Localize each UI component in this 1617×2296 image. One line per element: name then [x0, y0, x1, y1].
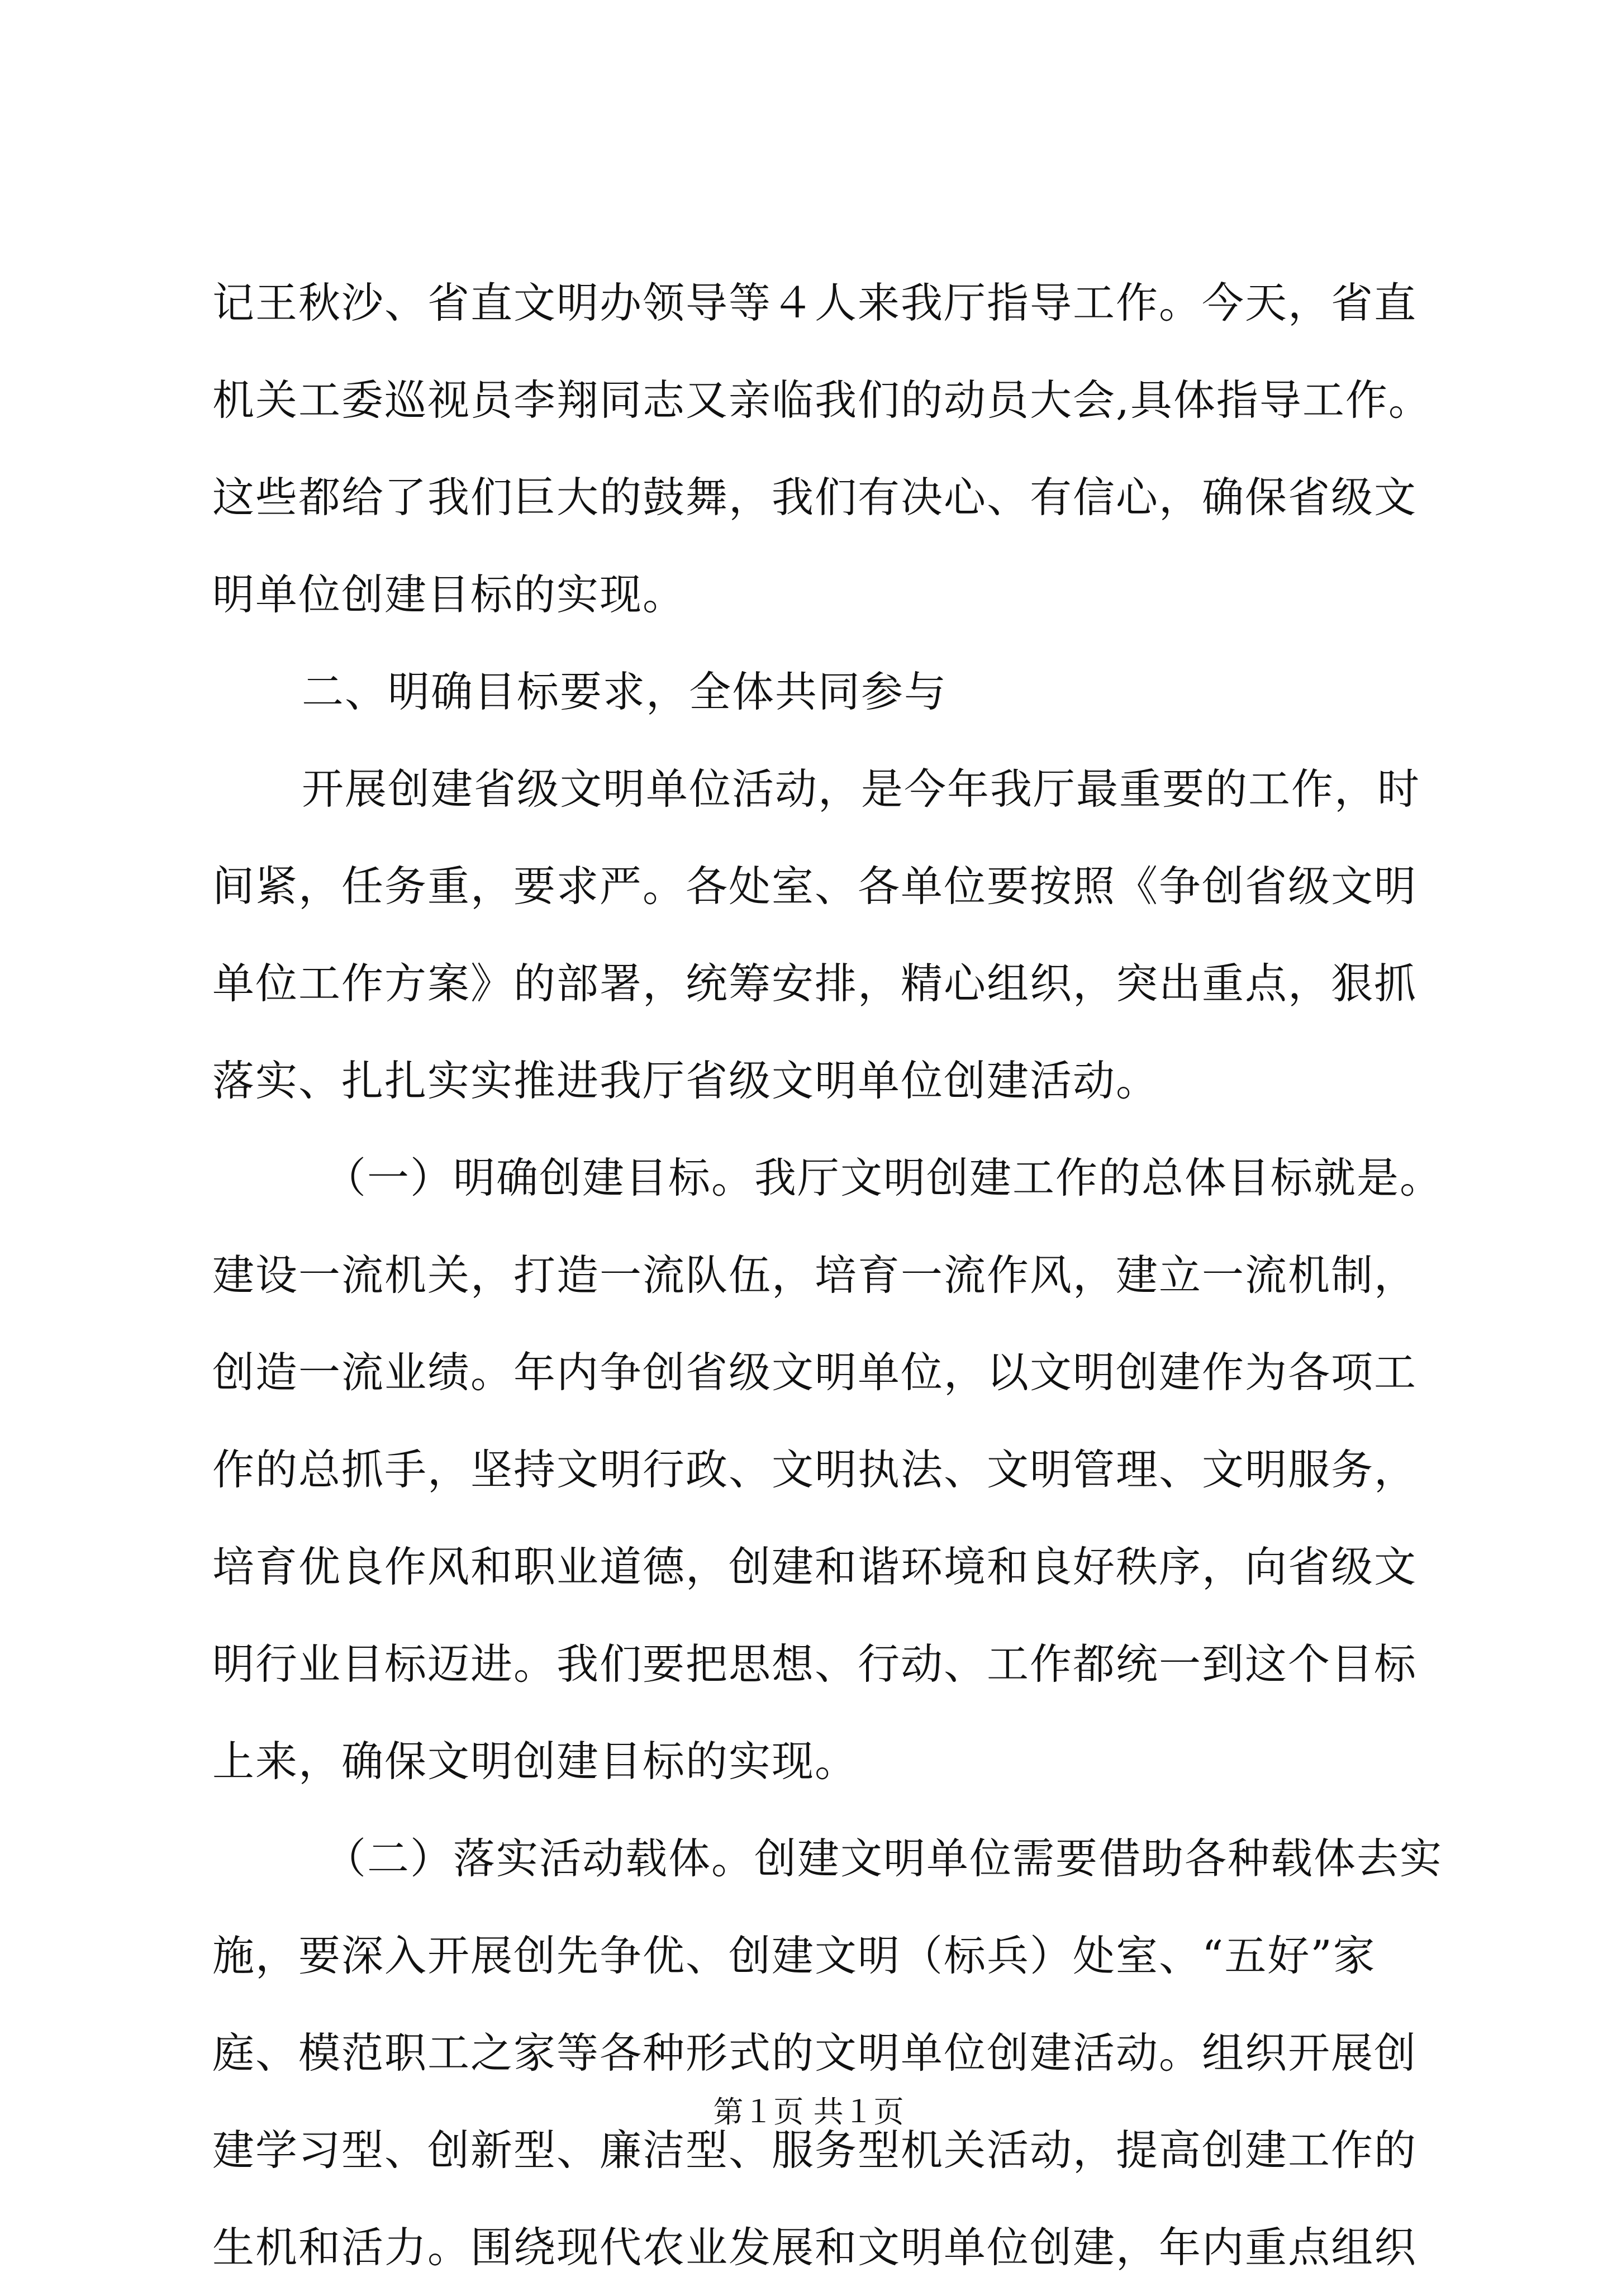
- text-line: 落实、扎扎实实推进我厅省级文明单位创建活动。: [212, 1056, 1159, 1105]
- text-line: 间紧，任务重，要求严。各处室、各单位要按照《争创省级文明: [212, 862, 1418, 911]
- text-line: 建学习型、创新型、廉洁型、服务型机关活动，提高创建工作的: [212, 2126, 1418, 2175]
- text-line: 记王秋沙、省直文明办领导等４人来我厅指导工作。今天，省直: [212, 278, 1418, 327]
- page-footer: [0, 2093, 1617, 2132]
- text-line: 施，要深入开展创先争优、创建文明（标兵）处室、“五好”家: [212, 1931, 1376, 1980]
- text-line: 生机和活力。围绕现代农业发展和文明单位创建，年内重点组织: [212, 2223, 1418, 2272]
- text-line: 培育优良作风和职业道德，创建和谐环境和良好秩序，向省级文: [212, 1542, 1418, 1591]
- section-heading: 二、明确目标要求，全体共同参与: [302, 667, 948, 716]
- text-line: 单位工作方案》的部署，统筹安排，精心组织，突出重点，狠抓: [212, 959, 1418, 1008]
- text-line: 明行业目标迈进。我们要把思想、行动、工作都统一到这个目标: [212, 1639, 1418, 1689]
- subsection-heading: （二）落实活动载体。创建文明单位需要借助各种载体去实: [324, 1834, 1443, 1883]
- text-line: 作的总抓手，坚持文明行政、文明执法、文明管理、文明服务，: [212, 1445, 1418, 1494]
- page-number: 第１页 共１页: [713, 2094, 904, 2129]
- text-line: 开展创建省级文明单位活动，是今年我厅最重要的工作，时: [302, 764, 1421, 814]
- text-line: 创造一流业绩。年内争创省级文明单位，以文明创建作为各项工: [212, 1348, 1418, 1397]
- document-body: [212, 254, 1464, 2296]
- text-line: 上来，确保文明创建目标的实现。: [212, 1737, 858, 1786]
- text-line: 庭、模范职工之家等各种形式的文明单位创建活动。组织开展创: [212, 2028, 1418, 2078]
- text-line: 这些都给了我们巨大的鼓舞，我们有决心、有信心，确保省级文: [212, 473, 1418, 522]
- text-line: 机关工委巡视员李翔同志又亲临我们的动员大会,具体指导工作。: [212, 375, 1431, 425]
- text-line: 建设一流机关，打造一流队伍，培育一流作风，建立一流机制，: [212, 1251, 1418, 1300]
- text-line: 明单位创建目标的实现。: [212, 570, 686, 619]
- subsection-heading: （一）明确创建目标。我厅文明创建工作的总体目标就是。: [324, 1153, 1443, 1202]
